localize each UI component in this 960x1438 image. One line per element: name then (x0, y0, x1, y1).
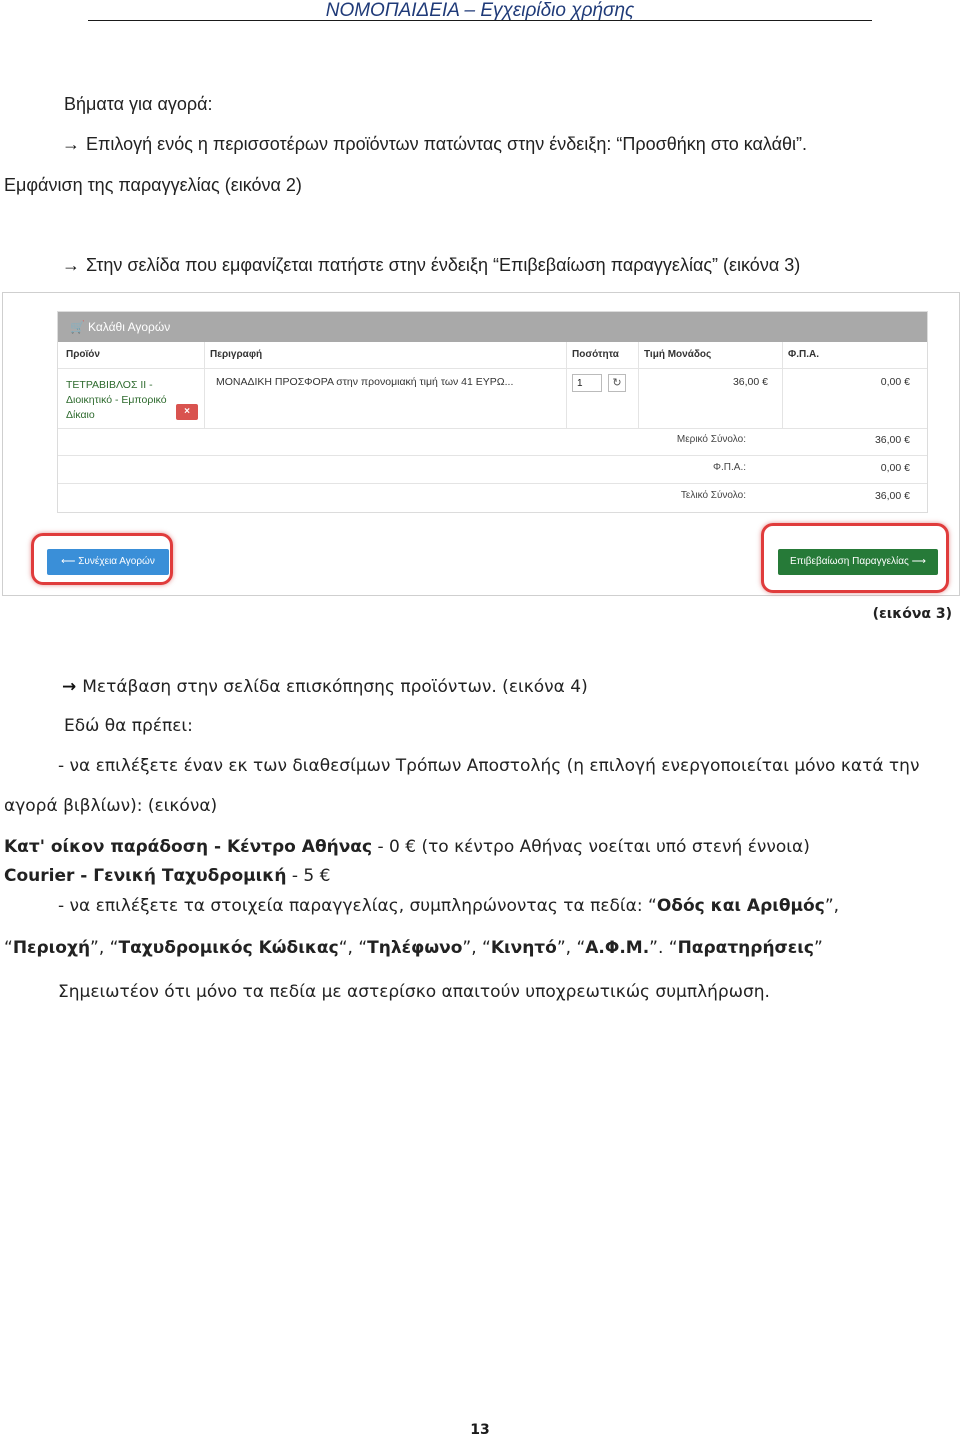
quote-sep: ”, “ (90, 938, 119, 958)
fields-list (4, 938, 823, 958)
quote-sep: ”. “ (649, 938, 678, 958)
field-notes: Παρατηρήσεις (677, 938, 814, 958)
cart-title: Καλάθι Αγορών (88, 320, 171, 334)
field-afm: Α.Φ.Μ. (585, 938, 650, 958)
page-header: ΝΟΜΟΠΑΙΔΕΙΑ – Εγχειρίδιο χρήσης (88, 0, 872, 21)
must-heading: Εδώ θα πρέπει: (64, 716, 193, 736)
col-divider (782, 342, 783, 428)
vat-total-label: Φ.Π.Α.: (713, 462, 746, 473)
confirm-order-button[interactable]: Επιβεβαίωση Παραγγελίας ⟶ (778, 549, 938, 575)
total-label: Τελικό Σύνολο: (680, 490, 746, 501)
cart-panel (57, 311, 928, 513)
continue-shopping-button[interactable]: ⟵ Συνέχεια Αγορών (47, 549, 169, 575)
vat-total-value: 0,00 € (880, 462, 910, 474)
shipping-option-2-name: Courier - Γενική Ταχυδρομική (4, 866, 287, 886)
field-mobile: Κινητό (490, 938, 557, 958)
arrow-right-icon: → (62, 677, 77, 697)
step-1 (62, 134, 807, 155)
cart-screenshot (2, 292, 960, 596)
vat-value: 0,00 € (880, 376, 910, 388)
page-number: 13 (470, 1422, 490, 1438)
quote-sep: “, “ (338, 938, 368, 958)
subtotal-value: 36,00 € (874, 434, 910, 446)
quote-close: ” (813, 938, 823, 958)
shipping-option-1-detail: - 0 € (το κέντρο Αθήνας νοείται υπό στενή έννοια) (372, 837, 810, 857)
step-2-text: Στην σελίδα που εμφανίζεται πατήστε στην ένδειξη “Επιβεβαίωση παραγγελίας” (εικόνα 3) (86, 255, 801, 275)
field-zip: Ταχυδρομικός Κώδικας (118, 938, 339, 958)
shopping-cart-icon: 🛒 (70, 320, 85, 334)
shipping-option-2-detail: - 5 € (286, 866, 331, 886)
col-unit-price: Τιμή Μονάδος (644, 349, 712, 360)
quote-sep: ”, “ (556, 938, 586, 958)
step-1-continuation: Εμφάνιση της παραγγελίας (εικόνα 2) (4, 175, 302, 195)
total-value: 36,00 € (874, 490, 910, 502)
shipping-option-1 (4, 837, 810, 857)
remove-item-button[interactable]: × (176, 404, 198, 420)
shipping-option-1-name: Κατ' οίκον παράδοση - Κέντρο Αθήνας (4, 837, 373, 857)
shipping-option-2 (4, 866, 330, 886)
arrow-right-icon: → (62, 134, 80, 154)
col-divider (566, 342, 567, 428)
step-3-text: Μετάβαση στην σελίδα επισκόπησης προϊόντων. (εικόνα 4) (82, 677, 588, 697)
col-description: Περιγραφή (210, 349, 263, 360)
shipping-instruction-cont: αγορά βιβλίων): (εικόνα) (4, 796, 218, 816)
fields-instruction (58, 896, 839, 916)
product-link[interactable]: ΤΕΤΡΑΒΙΒΛΟΣ ΙΙ - Διοικητικό - Εμπορικό Δίκαιο (66, 379, 167, 421)
product-description: ΜΟΝΑΔΙΚΗ ΠΡΟΣΦΟΡΑ στην προνομιακή τιμή των 41 ΕΥΡΩ... (216, 376, 514, 388)
col-divider (204, 342, 205, 428)
figure-caption: (εικόνα 3) (872, 606, 952, 622)
unit-price: 36,00 € (732, 376, 768, 388)
refresh-icon[interactable]: ↻ (608, 374, 626, 392)
quantity-input[interactable]: 1 (572, 374, 602, 392)
step-3 (62, 677, 588, 697)
step-2 (62, 255, 800, 276)
quote-sep: ”, “ (462, 938, 491, 958)
quote-sep: ”, (824, 896, 840, 916)
col-divider (638, 342, 639, 428)
shipping-instruction: - να επιλέξετε έναν εκ των διαθεσίμων Τρόπων Αποστολής (η επιλογή ενεργοποιείται μόνο κατά την (58, 756, 920, 776)
field-area: Περιοχή (12, 938, 91, 958)
row-divider (58, 428, 927, 429)
cart-header (58, 312, 927, 342)
subtotal-label: Μερικό Σύνολο: (676, 434, 746, 445)
field-phone: Τηλέφωνο (367, 938, 463, 958)
mandatory-note: Σημειωτέον ότι μόνο τα πεδία με αστερίσκο απαιτούν υποχρεωτικώς συμπλήρωση. (58, 982, 770, 1002)
steps-heading: Βήματα για αγορά: (64, 94, 213, 114)
fields-intro: - να επιλέξετε τα στοιχεία παραγγελίας, συμπληρώνοντας τα πεδία: “ (58, 896, 657, 916)
field-street: Οδός και Αριθμός (656, 896, 825, 916)
arrow-right-icon: → (62, 255, 80, 275)
col-product: Προϊόν (66, 349, 100, 360)
col-vat: Φ.Π.Α. (788, 349, 819, 360)
row-divider (58, 483, 927, 484)
step-1-text: Επιλογή ενός η περισσοτέρων προϊόντων πατώντας στην ένδειξη: “Προσθήκη στο καλάθι”. (86, 134, 808, 154)
row-divider (58, 455, 927, 456)
row-divider (58, 368, 927, 369)
quote-open: “ (4, 938, 13, 958)
col-quantity: Ποσότητα (572, 349, 619, 360)
